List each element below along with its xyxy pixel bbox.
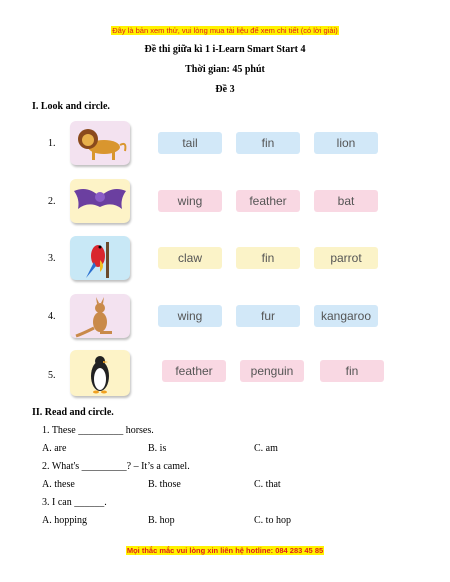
answer-option[interactable]: A. these — [42, 479, 75, 490]
exam-number: Đề 3 — [215, 84, 235, 95]
hotline-notice: Mọi thắc mắc vui lòng xin liên hệ hotline: 084 283 45 85 — [126, 546, 324, 555]
parrot-picture — [70, 236, 130, 280]
word-chip[interactable]: wing — [158, 190, 222, 212]
lion-picture — [70, 121, 130, 165]
answer-option[interactable]: A. are — [42, 443, 67, 454]
section-1-heading: I. Look and circle. — [32, 101, 110, 112]
answer-option[interactable]: B. hop — [148, 515, 175, 526]
word-chip[interactable]: penguin — [240, 360, 304, 382]
question-text: 1. These _________ horses. — [42, 425, 154, 436]
word-chip[interactable]: feather — [236, 190, 300, 212]
penguin-picture — [70, 350, 130, 396]
item-number: 1. — [48, 138, 56, 149]
section-2-heading: II. Read and circle. — [32, 407, 114, 418]
word-chip[interactable]: fur — [236, 305, 300, 327]
word-chip[interactable]: bat — [314, 190, 378, 212]
answer-option[interactable]: C. am — [254, 443, 278, 454]
item-number: 4. — [48, 311, 56, 322]
word-chip[interactable]: lion — [314, 132, 378, 154]
word-chip[interactable]: fin — [236, 132, 300, 154]
word-chip[interactable]: wing — [158, 305, 222, 327]
answer-option[interactable]: B. those — [148, 479, 181, 490]
item-number: 2. — [48, 196, 56, 207]
answer-option[interactable]: C. that — [254, 479, 281, 490]
answer-option[interactable]: B. is — [148, 443, 167, 454]
word-chip[interactable]: claw — [158, 247, 222, 269]
answer-option[interactable]: C. to hop — [254, 515, 291, 526]
item-number: 3. — [48, 253, 56, 264]
exam-title: Đề thi giữa kì 1 i-Learn Smart Start 4 — [144, 44, 306, 55]
bat-picture — [70, 179, 130, 223]
word-chip[interactable]: fin — [236, 247, 300, 269]
question-text: 3. I can ______. — [42, 497, 107, 508]
preview-notice: Đây là bản xem thử, vui lòng mua tài liệu để xem chi tiết (có lời giải) — [112, 26, 338, 35]
answer-option[interactable]: A. hopping — [42, 515, 87, 526]
question-text: 2. What's _________? – It’s a camel. — [42, 461, 190, 472]
word-chip[interactable]: feather — [162, 360, 226, 382]
word-chip[interactable]: parrot — [314, 247, 378, 269]
item-number: 5. — [48, 370, 56, 381]
word-chip[interactable]: tail — [158, 132, 222, 154]
word-chip[interactable]: kangaroo — [314, 305, 378, 327]
word-chip[interactable]: fin — [320, 360, 384, 382]
exam-time: Thời gian: 45 phút — [185, 64, 265, 75]
kangaroo-picture — [70, 294, 130, 338]
